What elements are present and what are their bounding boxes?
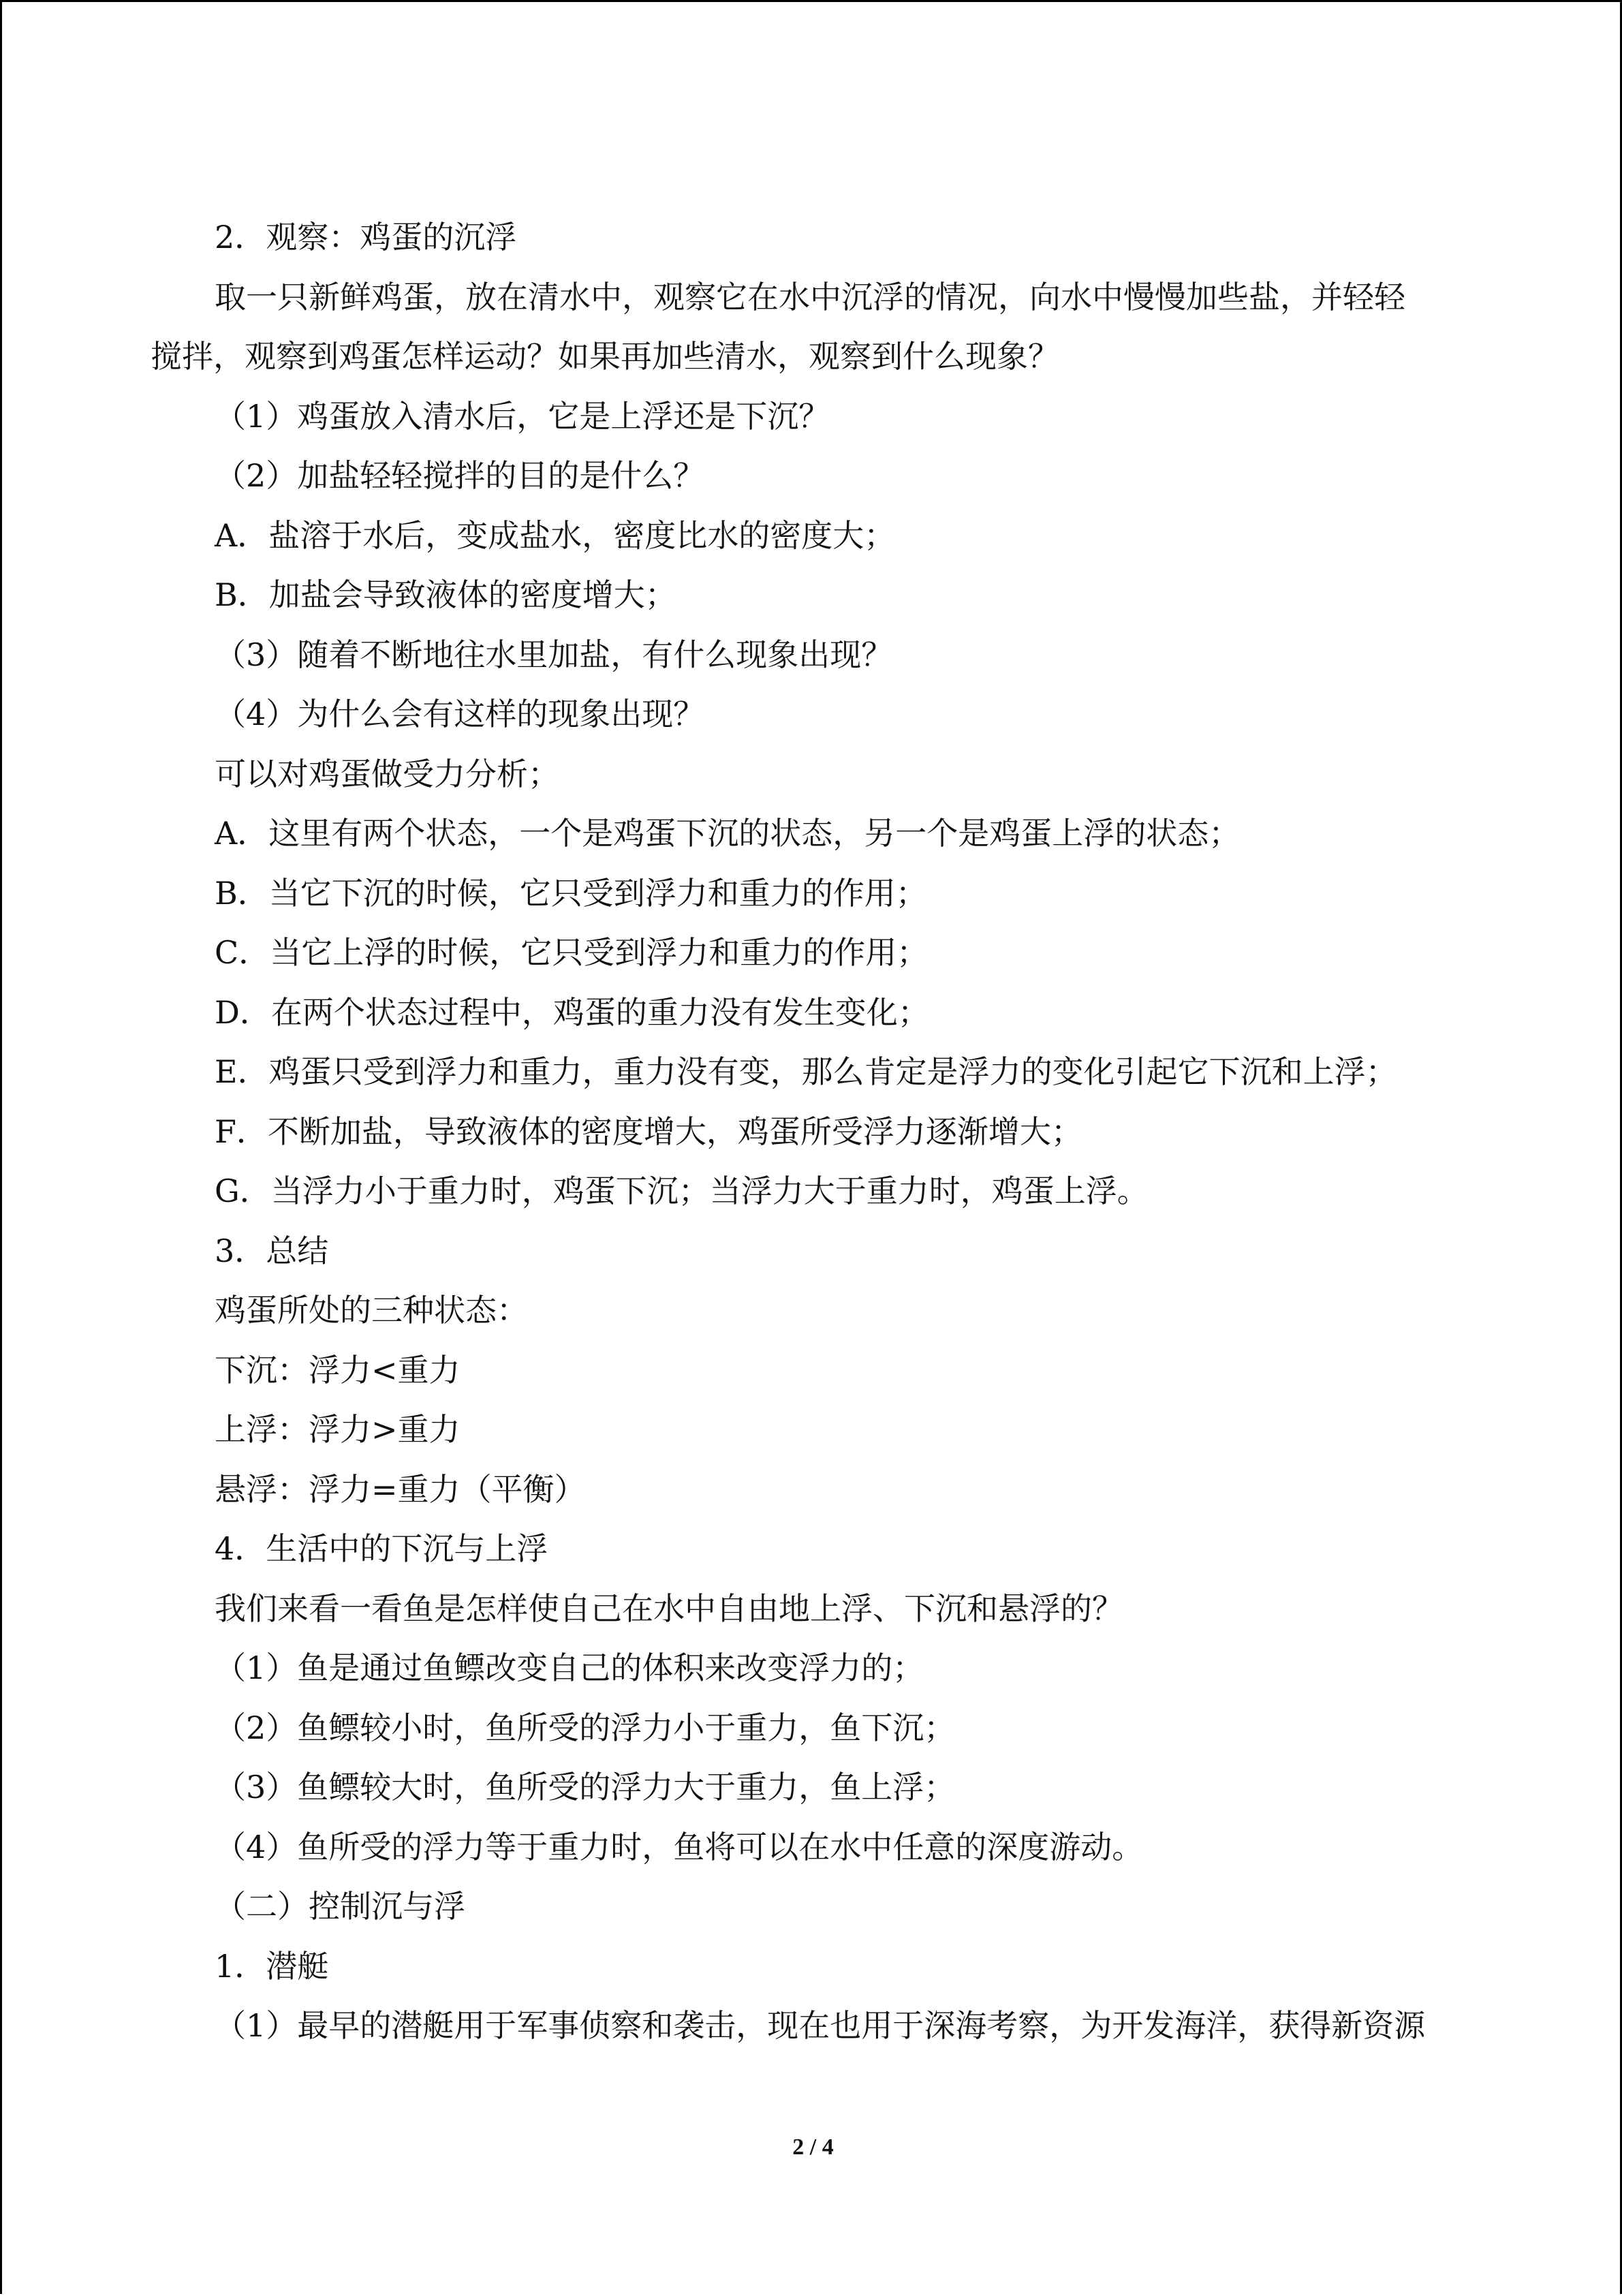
paragraph-line: 我们来看一看鱼是怎样使自己在水中自由地上浮、下沉和悬浮的？ (215, 1590, 1123, 1627)
question-3: （3）随着不断地往水里加盐，有什么现象出现？ (215, 636, 893, 673)
fish-point-3: （3）鱼鳔较大时，鱼所受的浮力大于重力，鱼上浮； (215, 1769, 956, 1805)
submarine-point-1: （1）最早的潜艇用于军事侦察和袭击，现在也用于深海考察，为开发海洋，获得新资源 (215, 2007, 1426, 2044)
answer-b: B．加盐会导致液体的密度增大； (215, 576, 676, 613)
analysis-g: G．当浮力小于重力时，鸡蛋下沉；当浮力大于重力时，鸡蛋上浮。 (215, 1173, 1149, 1209)
heading-control: （二）控制沉与浮 (215, 1888, 465, 1925)
question-1: （1）鸡蛋放入清水后，它是上浮还是下沉？ (215, 398, 830, 435)
paragraph-line: 搅拌，观察到鸡蛋怎样运动？如果再加些清水，观察到什么现象？ (151, 338, 1059, 375)
state-sink: 下沉：浮力<重力 (215, 1352, 461, 1389)
analysis-e: E．鸡蛋只受到浮力和重力，重力没有变，那么肯定是浮力的变化引起它下沉和上浮； (215, 1053, 1397, 1090)
paragraph-line: 鸡蛋所处的三种状态： (215, 1292, 528, 1329)
analysis-f: F．不断加盐，导致液体的密度增大，鸡蛋所受浮力逐渐增大； (215, 1113, 1082, 1150)
paragraph-line: 取一只新鲜鸡蛋，放在清水中，观察它在水中沉浮的情况，向水中慢慢加些盐，并轻轻 (215, 279, 1405, 315)
heading-observe-egg: 2．观察：鸡蛋的沉浮 (215, 219, 517, 255)
fish-point-2: （2）鱼鳔较小时，鱼所受的浮力小于重力，鱼下沉； (215, 1709, 956, 1746)
analysis-c: C．当它上浮的时候，它只受到浮力和重力的作用； (215, 934, 929, 971)
fish-point-1: （1）鱼是通过鱼鳔改变自己的体积来改变浮力的； (215, 1649, 924, 1686)
analysis-b: B．当它下沉的时候，它只受到浮力和重力的作用； (215, 875, 927, 912)
question-2: （2）加盐轻轻搅拌的目的是什么？ (215, 457, 705, 494)
analysis-a: A．这里有两个状态，一个是鸡蛋下沉的状态，另一个是鸡蛋上浮的状态； (215, 815, 1241, 852)
heading-life-examples: 4．生活中的下沉与上浮 (215, 1530, 548, 1567)
analysis-d: D．在两个状态过程中，鸡蛋的重力没有发生变化； (215, 994, 929, 1031)
state-suspend: 悬浮：浮力=重力（平衡） (215, 1471, 586, 1508)
fish-point-4: （4）鱼所受的浮力等于重力时，鱼将可以在水中任意的深度游动。 (215, 1829, 1144, 1865)
question-4: （4）为什么会有这样的现象出现？ (215, 696, 705, 732)
document-body (2, 2, 1622, 2296)
state-float: 上浮：浮力>重力 (215, 1411, 461, 1448)
heading-submarine: 1．潜艇 (215, 1948, 329, 1985)
page-number: 2 / 4 (792, 2135, 834, 2160)
paragraph-line: 可以对鸡蛋做受力分析； (215, 756, 559, 792)
heading-summary: 3．总结 (215, 1232, 329, 1269)
answer-a: A．盐溶于水后，变成盐水，密度比水的密度大； (215, 517, 896, 554)
